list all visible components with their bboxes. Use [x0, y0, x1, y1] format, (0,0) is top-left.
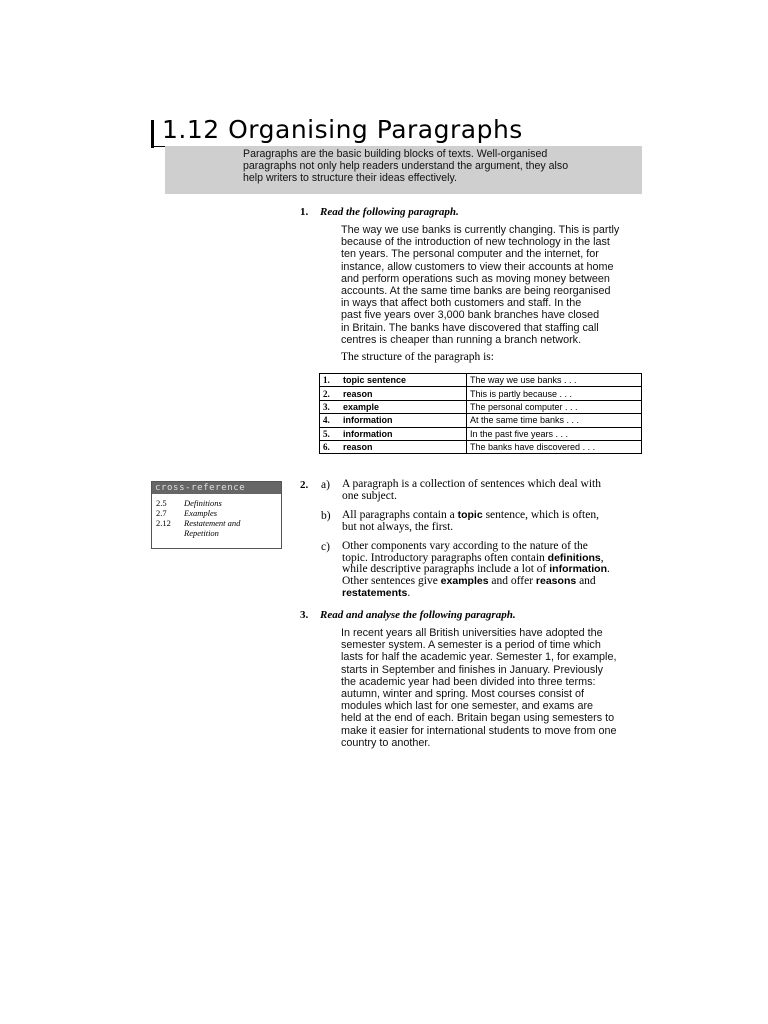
item-b-text	[342, 510, 642, 533]
question-1-instruction: Read the following paragraph.	[320, 206, 459, 218]
item-line: but not always, the first.	[342, 520, 454, 533]
cross-reference-number: 2.7	[156, 508, 167, 518]
table-row	[320, 427, 642, 440]
row-term: reason	[340, 440, 467, 453]
row-example: In the past five years . . .	[467, 427, 642, 440]
row-example: At the same time banks . . .	[467, 414, 642, 427]
item-line	[342, 588, 642, 600]
page-title: 1.12 Organising Paragraphs	[162, 115, 523, 144]
structure-label: The structure of the paragraph is:	[341, 351, 494, 363]
text-run: ,	[600, 551, 604, 564]
question-3-paragraph	[341, 627, 616, 749]
cross-reference-item	[152, 508, 281, 518]
row-number: 2.	[320, 387, 341, 400]
paragraph-line: held at the end of each. Britain began using semesters to	[341, 712, 615, 725]
question-3-instruction: Read and analyse the following paragraph.	[320, 609, 516, 621]
paragraph-line: in ways that affect both customers and staff. In the	[341, 297, 582, 310]
row-example: The personal computer . . .	[467, 400, 642, 413]
row-term: reason	[340, 387, 467, 400]
item-line: A paragraph is a collection of sentences which deal with	[342, 478, 601, 490]
term-information: information	[549, 563, 607, 576]
cross-reference-label: Restatement and	[184, 518, 241, 528]
term-definitions: definitions	[547, 551, 601, 564]
cross-reference-box	[151, 481, 282, 549]
text-run: .	[607, 563, 610, 576]
cross-reference-label: Examples	[184, 508, 218, 518]
item-line: one subject.	[342, 489, 397, 502]
question-2-number: 2.	[300, 479, 309, 491]
row-example: The banks have discovered . . .	[467, 440, 642, 453]
paragraph-line: in Britain. The banks have discovered that staffing call	[341, 321, 599, 334]
row-term: information	[340, 414, 467, 427]
term-reasons: reasons	[535, 575, 577, 588]
row-number: 5.	[320, 427, 341, 440]
cross-reference-label: Repetition	[184, 528, 219, 538]
item-c-text	[342, 541, 642, 600]
paragraph-line: accounts. At the same time banks are being reorganised	[341, 285, 611, 298]
cross-reference-number: 2.5	[156, 498, 167, 508]
table-row	[320, 414, 642, 427]
row-number: 4.	[320, 414, 341, 427]
intro-box	[165, 146, 642, 194]
row-example: The way we use banks . . .	[467, 374, 642, 387]
paragraph-line: and perform operations such as moving money between	[341, 272, 610, 285]
table-row	[320, 374, 642, 387]
paragraph-line: the academic year had been divided into three terms:	[341, 675, 596, 688]
structure-table	[319, 373, 642, 454]
term-examples: examples	[440, 575, 489, 588]
paragraph-line: In recent years all British universities have adopted the	[341, 627, 603, 639]
paragraph-line: past five years over 3,000 bank branches have closed	[341, 309, 600, 322]
paragraph-line: country to another.	[341, 736, 431, 749]
intro-line: help writers to structure their ideas effectively.	[243, 172, 457, 184]
intro-line: paragraphs not only help readers understand the argument, they also	[243, 160, 569, 172]
item-c-letter: c)	[321, 541, 330, 553]
row-term: topic sentence	[340, 374, 467, 387]
term-restatements: restatements	[342, 586, 408, 599]
paragraph-line: lasts for half the academic year. Semester 1, for example,	[341, 651, 617, 664]
intro-line: Paragraphs are the basic building blocks of texts. Well-organised	[243, 148, 548, 160]
row-term: information	[340, 427, 467, 440]
table-row	[320, 400, 642, 413]
cross-reference-label: Definitions	[184, 498, 222, 508]
text-run: All paragraphs contain a	[342, 509, 458, 521]
paragraph-line: starts in September and finishes in January. Previously	[341, 663, 604, 676]
paragraph-line: modules which last for one semester, and exams are	[341, 700, 594, 713]
cross-reference-item	[152, 528, 281, 538]
text-run: while descriptive paragraphs include a lot of	[342, 563, 550, 576]
cross-reference-number: 2.12	[156, 518, 171, 528]
row-term: example	[340, 400, 467, 413]
text-run: .	[407, 586, 411, 599]
term-topic: topic	[457, 509, 483, 521]
row-number: 6.	[320, 440, 341, 453]
text-run: Other sentences give	[342, 575, 441, 588]
paragraph-line: The way we use banks is currently changing. This is partly	[341, 224, 620, 236]
intro-text	[243, 148, 638, 184]
cross-reference-item	[152, 498, 281, 508]
paragraph-line: centres is cheaper than running a branch network.	[341, 333, 582, 346]
question-1-number: 1.	[300, 206, 309, 218]
row-example: This is partly because . . .	[467, 387, 642, 400]
item-a-letter: a)	[321, 479, 330, 491]
question-3-number: 3.	[300, 609, 309, 621]
row-number: 1.	[320, 374, 341, 387]
paragraph-line: ten years. The personal computer and the internet, for	[341, 248, 599, 261]
item-line: Other components vary according to the nature of the	[342, 540, 588, 552]
paragraph-line: make it easier for international students to move from one	[341, 724, 617, 737]
item-b-letter: b)	[321, 510, 331, 522]
text-run: and offer	[488, 575, 536, 588]
table-row	[320, 387, 642, 400]
paragraph-line: autumn, winter and spring. Most courses consist of	[341, 688, 585, 701]
item-line	[342, 510, 642, 522]
paragraph-line: because of the introduction of new technology in the last	[341, 236, 610, 249]
title-bar-decoration	[151, 120, 154, 148]
question-1-paragraph	[341, 224, 619, 346]
row-number: 3.	[320, 400, 341, 413]
paragraph-line: instance, allow customers to view their accounts at home	[341, 260, 614, 273]
text-run: topic. Introductory paragraphs often contain	[342, 551, 548, 564]
text-run: and	[576, 575, 596, 588]
cross-reference-header: cross-reference	[152, 482, 281, 494]
paragraph-line: semester system. A semester is a period of time which	[341, 639, 601, 652]
cross-reference-item	[152, 518, 281, 528]
table-row	[320, 440, 642, 453]
text-run: sentence, which is often,	[482, 509, 599, 521]
item-a-text	[342, 479, 642, 502]
